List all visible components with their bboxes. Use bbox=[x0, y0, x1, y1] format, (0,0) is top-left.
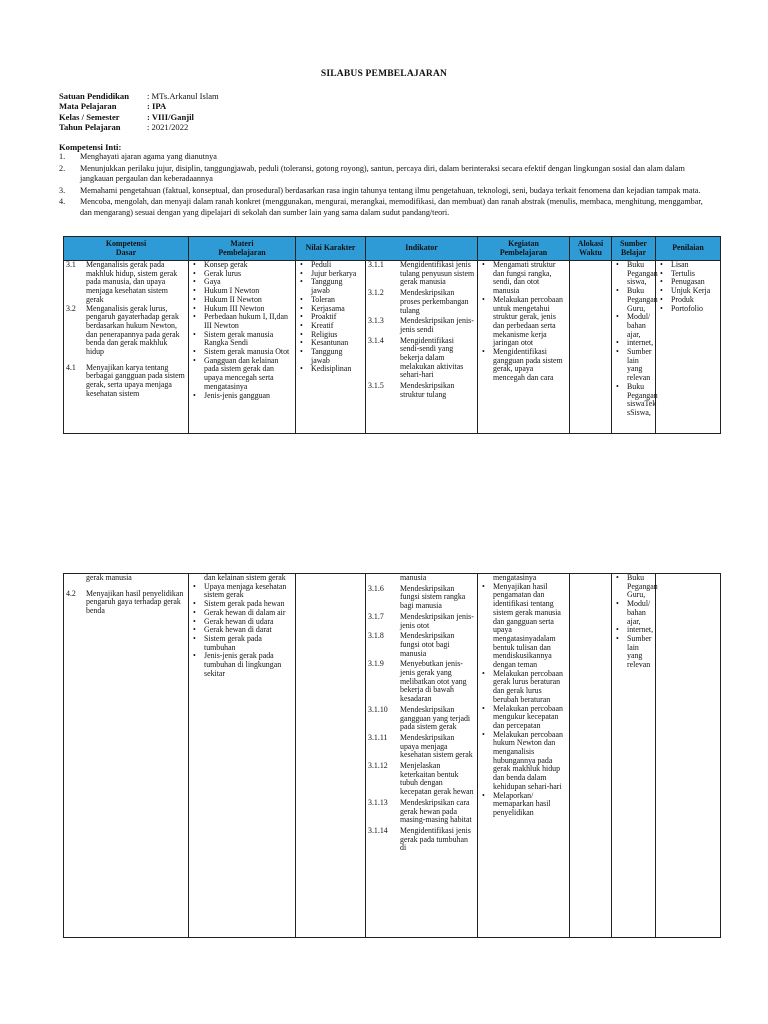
materi-item: • Hukum III Newton bbox=[204, 305, 293, 314]
item-text: Mendeskripsikan jenis-jenis sendi bbox=[400, 316, 474, 334]
item-text: Mengidentifikasi jenis tulang penyusun sistem gerak manusia bbox=[400, 260, 475, 287]
header-kompetensi-dasar bbox=[64, 237, 189, 261]
penilaian-item: • Portofolio bbox=[671, 305, 718, 314]
syllabus-table-part-2 bbox=[63, 573, 721, 938]
nilai-item: • Kerjasama bbox=[311, 305, 363, 314]
header-line: Pembelajaran bbox=[218, 247, 266, 257]
materi-item: • Gerak hewan di udara bbox=[204, 618, 293, 627]
indikator-item bbox=[368, 317, 475, 334]
kd-item bbox=[66, 590, 186, 616]
indikator-item bbox=[368, 799, 475, 825]
indikator-item bbox=[368, 762, 475, 797]
nilai-item: • Tanggung jawab bbox=[311, 348, 363, 365]
item-text: Menyebutkan jenis-jenis gerak yang melibatkan otot yang bekerja di bawah kesadaran bbox=[400, 659, 467, 704]
materi-item: • Jenis-jenis gangguan bbox=[204, 392, 293, 401]
alokasi-cell bbox=[570, 574, 612, 938]
kegiatan-cell bbox=[478, 574, 570, 938]
item-number: 3.1.7 bbox=[368, 611, 384, 621]
indikator-item bbox=[368, 585, 475, 611]
header-line: Kegiatan bbox=[508, 238, 539, 248]
item-number: 3.1.8 bbox=[368, 631, 384, 641]
item-number: 3.1.11 bbox=[368, 732, 388, 742]
item-text: Menganalisis gerak pada makhluk hidup, sistem gerak pada manusia, dan upaya menjaga kesehatan sistem gerak bbox=[86, 260, 178, 304]
item-text: Menghayati ajaran agama yang dianutnya bbox=[80, 152, 217, 161]
sumber-item: • Buku Pegangan Guru, bbox=[627, 287, 653, 313]
page-title: SILABUS PEMBELAJARAN bbox=[320, 69, 448, 79]
item-number: 3.1.1 bbox=[368, 260, 384, 269]
header-line: Materi bbox=[230, 238, 254, 248]
penilaian-item: • Penugasan bbox=[671, 278, 718, 287]
meta-row bbox=[59, 101, 219, 111]
item-number: 3.1.10 bbox=[368, 704, 388, 714]
nilai-item: • Toleran bbox=[311, 296, 363, 305]
item-text: Mendeskripsikan fungsi otot bagi manusia bbox=[400, 631, 455, 658]
table-row bbox=[64, 261, 721, 434]
item-text: Mendeskripsikan jenis-jenis otot bbox=[400, 611, 474, 630]
header-alokasi-waktu bbox=[570, 237, 612, 261]
header-line: Dasar bbox=[115, 247, 137, 257]
nilai-item: • Kreatif bbox=[311, 322, 363, 331]
kd-item bbox=[66, 305, 186, 357]
sumber-item: • internet, bbox=[627, 626, 653, 635]
item-number: 3.1 bbox=[66, 260, 76, 269]
item-text: Menunjukkan perilaku jujur, disiplin, tanggungjawab, peduli (toleransi, gotong royong), santun, percaya diri, dalam berinteraksi secara efektif dengan lingkungan sosial dan alam dalam jangkauan pergaulan dan keberadaannya bbox=[80, 163, 685, 183]
item-number: 1. bbox=[59, 152, 66, 161]
penilaian-cell bbox=[656, 261, 721, 434]
header-penilaian bbox=[656, 237, 721, 261]
materi-item: • Konsep gerak bbox=[204, 261, 293, 270]
nilai-cell bbox=[296, 574, 366, 938]
header-kegiatan-pembelajaran bbox=[478, 237, 570, 261]
alokasi-cell bbox=[570, 261, 612, 434]
header-line: Alokasi bbox=[577, 238, 604, 248]
item-text: Mendeskripsikan fungsi sistem rangka bagi manusia bbox=[400, 583, 466, 611]
item-text: Menyajikan karya tentang berbagai gangguan pada sistem gerak, serta upaya menjaga kesehatan sistem bbox=[86, 362, 185, 398]
kd-cell bbox=[64, 261, 189, 434]
kompetensi-inti-list bbox=[59, 152, 713, 219]
meta-row bbox=[59, 122, 219, 132]
meta-value: : VIII/Ganjil bbox=[147, 111, 194, 122]
sumber-item: • Buku Pegangan siswaTek sSiswa, bbox=[627, 383, 653, 418]
item-number: 3.1.5 bbox=[368, 381, 384, 391]
table-header-row bbox=[64, 237, 721, 261]
header-indikator bbox=[366, 237, 478, 261]
kegiatan-item: • Melakukan percobaan hukum Newton dan menganalisis hubungannya pada gerak makhluk hidup dan benda dalam kehidupan sehari-hari bbox=[493, 731, 567, 792]
kegiatan-cell bbox=[478, 261, 570, 434]
materi-item: • Gangguan dan kelainan pada sistem gerak dan upaya mencegah serta mengatasinya bbox=[204, 357, 293, 392]
nilai-item: • Kedisiplinan bbox=[311, 365, 363, 374]
sumber-item: • Buku Pegangan Guru, bbox=[627, 574, 653, 600]
kegiatan-item: • Mengidentifikasi gangguan pada sistem gerak, upaya mencegah dan cara bbox=[493, 348, 567, 383]
item-number: 3.1.12 bbox=[368, 761, 388, 771]
kegiatan-item: • Melakukan percobaan untuk mengetahui struktur gerak, jenis dan perbedaan serta mekanisme kerja jaringan otot bbox=[493, 296, 567, 348]
materi-item: • Sistem gerak pada hewan bbox=[204, 600, 293, 609]
sumber-item: • Sumber lain yang relevan bbox=[627, 348, 653, 383]
meta-label: Kelas / Semester bbox=[59, 111, 120, 122]
penilaian-cell bbox=[656, 574, 721, 938]
materi-continued: dan kelainan sistem gerak bbox=[204, 573, 286, 582]
sumber-cell bbox=[612, 574, 656, 938]
indikator-cell bbox=[366, 574, 478, 938]
nilai-item: • Religius bbox=[311, 331, 363, 340]
nilai-cell bbox=[296, 261, 366, 434]
materi-cell bbox=[189, 574, 296, 938]
item-number: 3.2 bbox=[66, 303, 76, 313]
materi-item: • Hukum I Newton bbox=[204, 287, 293, 296]
header-line: Belajar bbox=[621, 247, 646, 257]
document-meta bbox=[59, 91, 219, 132]
materi-item: • Gaya bbox=[204, 278, 293, 287]
item-text: Mencoba, mengolah, dan menyaji dalam ranah konkret (menggunakan, mengurai, merangkai, memodifikasi, dan membuat) dan ranah abstrak (menulis, membaca, menghitung, menggambar, dan mengarang) sesuai dengan yang dipelajari di sekolah dan sumber lain yang sama dalam sudut pandang/teori. bbox=[80, 197, 703, 217]
kd-item bbox=[66, 261, 186, 305]
kd-cell bbox=[64, 574, 189, 938]
item-text: Mengidentifikasi jenis gerak pada tumbuhan di bbox=[400, 825, 471, 853]
header-line: Kompetensi bbox=[105, 238, 147, 248]
item-text: Mendeskripsikan proses perkembangan tulang bbox=[400, 288, 469, 315]
indikator-item bbox=[368, 289, 475, 315]
materi-item: • Perbedaan hukum I, II,dan III Newton bbox=[204, 313, 293, 330]
kegiatan-item: • Mengamati struktur dan fungsi rangka, sendi, dan otot manusia bbox=[493, 261, 567, 296]
materi-item: • Gerak lurus bbox=[204, 270, 293, 279]
item-number: 3.1.2 bbox=[368, 288, 384, 298]
item-number: 4.2 bbox=[66, 588, 76, 598]
header-sumber-belajar bbox=[612, 237, 656, 261]
header-materi-pembelajaran bbox=[189, 237, 296, 261]
kompetensi-inti-item bbox=[59, 152, 713, 162]
materi-item: • Gerak hewan di dalam air bbox=[204, 609, 293, 618]
item-text: Memahami pengetahuan (faktual, konseptual, dan prosedural) berdasarkan rasa ingin tahunya tentang ilmu pengetahuan, teknologi, seni, budaya terkait fenomena dan kejadian tampak mata. bbox=[80, 185, 701, 195]
kompetensi-inti-heading: Kompetensi Inti: bbox=[59, 142, 122, 152]
syllabus-table-part-1 bbox=[63, 236, 721, 434]
sumber-cell bbox=[612, 261, 656, 434]
kd-continued: gerak manusia bbox=[86, 573, 132, 582]
item-text: Menyajikan hasil penyelidikan pengaruh gaya terhadap gerak benda bbox=[86, 588, 184, 616]
meta-row bbox=[59, 112, 219, 122]
kegiatan-item: • Melaporkan/ memaparkan hasil penyelidikan bbox=[493, 792, 567, 818]
indikator-item bbox=[368, 706, 475, 732]
indikator-item bbox=[368, 382, 475, 399]
item-text: Menjelaskan keterkaitan bentuk tubuh dengan kecepatan gerak hewan bbox=[400, 761, 474, 797]
sumber-item: • Buku Pegangan siswa, bbox=[627, 261, 653, 287]
item-text: Mendeskripsikan struktur tulang bbox=[400, 381, 455, 399]
item-number: 3.1.3 bbox=[368, 316, 384, 326]
meta-row bbox=[59, 91, 219, 101]
materi-cell bbox=[189, 261, 296, 434]
sumber-item: • Modul/ bahan ajar, bbox=[627, 313, 653, 339]
header-line: Waktu bbox=[579, 247, 602, 257]
kegiatan-item: • Menyajikan hasil pengamatan dan identifikasi tentang sistem gerak manusia dan gangguan serta upaya mengatasinyadalam bentuk tulisan dan mendiskusikannya dengan teman bbox=[493, 583, 567, 670]
indikator-item bbox=[368, 337, 475, 381]
item-text: Mendeskripsikan cara gerak hewan pada masing-masing habitat bbox=[400, 797, 472, 825]
item-text: Menganalisis gerak lurus, pengaruh gayaterhadap gerak berdasarkan hukum Newton, dan penerapannya pada gerak benda dan gerak makhluk hidup bbox=[86, 303, 180, 357]
sumber-item: • Sumber lain yang relevan bbox=[627, 635, 653, 670]
item-number: 3.1.4 bbox=[368, 335, 384, 345]
item-text: Mendeskripsikan upaya menjaga kesehatan sistem gerak bbox=[400, 732, 473, 760]
indikator-item bbox=[368, 827, 475, 853]
penilaian-item: • Unjuk Kerja bbox=[671, 287, 718, 296]
header-line: Sumber bbox=[620, 238, 647, 248]
materi-item: • Gerak hewan di darat bbox=[204, 626, 293, 635]
materi-item: • Hukum II Newton bbox=[204, 296, 293, 305]
materi-item: • Upaya menjaga kesehatan sistem gerak bbox=[204, 583, 293, 600]
item-number: 3.1.9 bbox=[368, 659, 384, 669]
meta-value: : 2021/2022 bbox=[147, 121, 189, 132]
item-number: 3.1.14 bbox=[368, 825, 388, 835]
meta-value: : IPA bbox=[147, 101, 167, 112]
nilai-item: • Jujur berkarya bbox=[311, 270, 363, 279]
meta-label: Satuan Pendidikan bbox=[59, 91, 129, 101]
header-line: Indikator bbox=[405, 243, 438, 253]
item-text: Mengidentifikasi sendi-sendi yang bekerja dalam melakukan aktivitas sehari-hari bbox=[400, 335, 464, 380]
indikator-item bbox=[368, 660, 475, 704]
kegiatan-continued: mengatasinya bbox=[493, 573, 537, 582]
nilai-item: • Kesantunan bbox=[311, 339, 363, 348]
indikator-cell bbox=[366, 261, 478, 434]
kompetensi-inti-item bbox=[59, 197, 713, 217]
meta-label: Tahun Pelajaran bbox=[59, 121, 121, 132]
nilai-item: • Tanggung jawab bbox=[311, 278, 363, 295]
meta-label: Mata Pelajaran bbox=[59, 101, 117, 112]
kompetensi-inti-item bbox=[59, 186, 713, 196]
header-line: Penilaian bbox=[672, 243, 704, 253]
item-number: 3. bbox=[59, 185, 66, 195]
kegiatan-item: • Melakukan percobaan mengukur kecepatan dan percepatan bbox=[493, 705, 567, 731]
kegiatan-item: • Melakukan percobaan gerak lurus beraturan dan gerak lurus berubah beraturan bbox=[493, 670, 567, 705]
item-number: 4.1 bbox=[66, 362, 76, 372]
header-nilai-karakter bbox=[296, 237, 366, 261]
materi-item: • Sistem gerak manusia Rangka Sendi bbox=[204, 331, 293, 348]
penilaian-item: • Lisan bbox=[671, 261, 718, 270]
kd-item bbox=[66, 364, 186, 399]
indikator-item bbox=[368, 261, 475, 287]
nilai-item: • Peduli bbox=[311, 261, 363, 270]
meta-value: : MTs.Arkanul Islam bbox=[147, 91, 219, 101]
materi-item: • Jenis-jenis gerak pada tumbuhan di lingkungan sekitar bbox=[204, 652, 293, 678]
header-line: Pembelajaran bbox=[499, 247, 548, 257]
kompetensi-inti-item bbox=[59, 164, 713, 184]
nilai-item: • Proaktif bbox=[311, 313, 363, 322]
item-number: 4. bbox=[59, 197, 66, 207]
materi-item: • Sistem gerak pada tumbuhan bbox=[204, 635, 293, 652]
item-number: 3.1.13 bbox=[368, 797, 388, 807]
indikator-item bbox=[368, 613, 475, 630]
item-number: 3.1.6 bbox=[368, 583, 384, 593]
sumber-item: • Modul/ bahan ajar, bbox=[627, 600, 653, 626]
item-text: Mendeskripsikan gangguan yang terjadi pada sistem gerak bbox=[400, 704, 471, 732]
indikator-item bbox=[368, 734, 475, 760]
penilaian-item: • Produk bbox=[671, 296, 718, 305]
item-number: 2. bbox=[59, 163, 66, 173]
header-line: Nilai Karakter bbox=[305, 243, 356, 253]
indikator-item bbox=[368, 632, 475, 658]
table-row bbox=[64, 574, 721, 938]
materi-item: • Sistem gerak manusia Otot bbox=[204, 348, 293, 357]
indikator-continued: manusia bbox=[400, 573, 427, 582]
penilaian-item: • Tertulis bbox=[671, 270, 718, 279]
sumber-item: • internet, bbox=[627, 339, 653, 348]
